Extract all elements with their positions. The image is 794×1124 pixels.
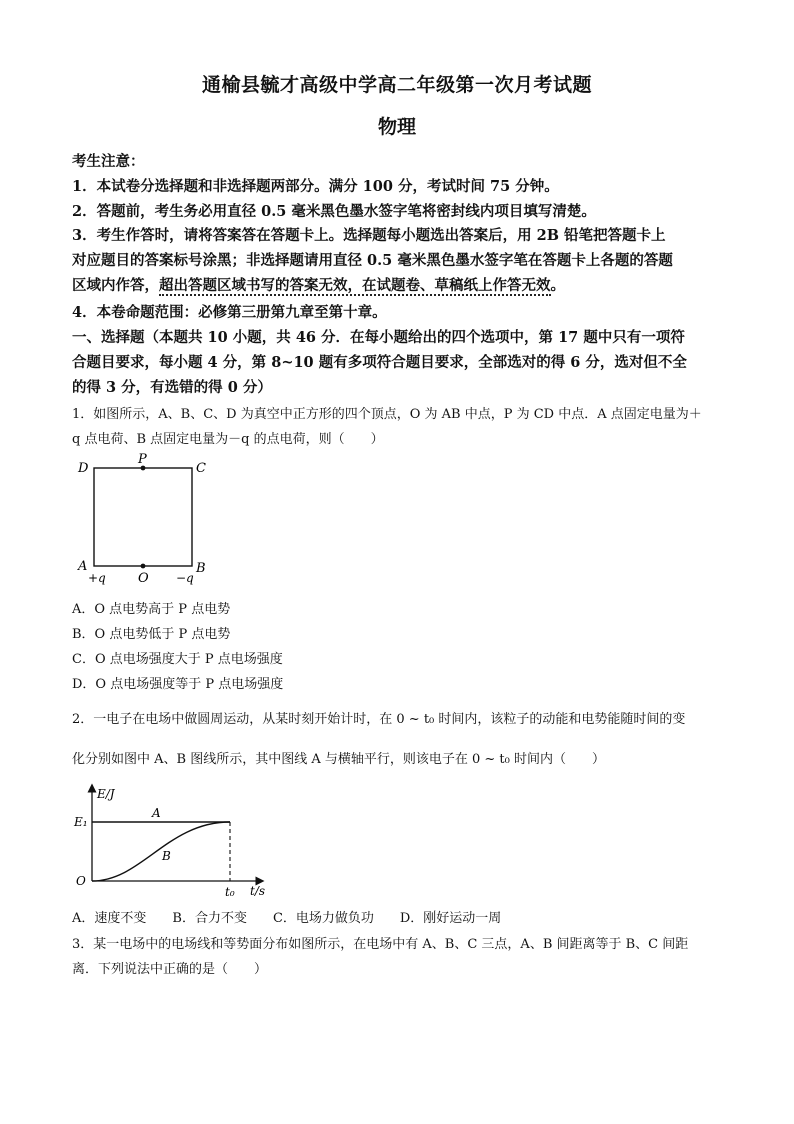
q1-option-b: B．O 点电势低于 P 点电势 xyxy=(72,627,231,642)
q1-option-d: D．O 点电场强度等于 P 点电场强度 xyxy=(72,677,284,692)
label-d: D xyxy=(78,461,89,476)
notice-item-2: 2．答题前，考生务必用直径 0.5 毫米黑色墨水签字笔将密封线内项目填写清楚。 xyxy=(72,203,596,220)
subject-title: 物理 xyxy=(377,116,416,138)
label-a: A xyxy=(78,559,88,574)
q2-energy-graph xyxy=(72,782,272,900)
exam-title: 通榆县毓才高级中学高二年级第一次月考试题 xyxy=(201,74,592,96)
label-o: O xyxy=(138,571,149,586)
question-1-line-1: 1．如图所示，A、B、C、D 为真空中正方形的四个顶点，O 为 AB 中点，P 为 CD 中点．A 点固定电量为＋ xyxy=(72,407,702,422)
e1-label: E₁ xyxy=(74,815,88,829)
section-1-line-2: 合题目要求，每小题 4 分，第 8~10 题有多项符合题目要求，全部选对的得 6 分，选对但不全 xyxy=(72,354,687,371)
notice-item-4: 4．本卷命题范围：必修第三册第九章至第十章。 xyxy=(72,304,387,321)
q1-option-a: A．O 点电势高于 P 点电势 xyxy=(72,602,231,617)
x-axis-label: t/s xyxy=(250,884,266,898)
notice-heading: 考生注意： xyxy=(72,153,145,170)
question-3-line-1: 3．某一电场中的电场线和等势面分布如图所示，在电场中有 A、B、C 三点，A、B 间距离等于 B、C 间距 xyxy=(72,937,689,952)
y-axis-label: E/J xyxy=(97,787,115,801)
question-3-line-2: 离．下列说法中正确的是（ ） xyxy=(72,962,268,977)
curve-a-label: A xyxy=(152,806,161,820)
notice-item-3-prefix: 区域内作答， xyxy=(72,277,159,294)
label-plus-q: +q xyxy=(88,571,106,585)
section-1-line-1: 一、选择题（本题共 10 小题，共 46 分．在每小题给出的四个选项中，第 17 题中只有一项符 xyxy=(72,329,685,346)
point-o-dot xyxy=(141,564,146,569)
notice-item-3-emphasis: 超出答题区域书写的答案无效，在试题卷、草稿纸上作答无效 xyxy=(159,277,551,294)
question-1-line-2: q 点电荷、B 点固定电量为－q 的点电荷，则（ ） xyxy=(72,432,384,447)
label-b: B xyxy=(196,561,206,576)
q1-square-figure xyxy=(72,452,222,590)
question-2-line-1: 2．一电子在电场中做圆周运动，从某时刻开始计时，在 0 ~ t₀ 时间内，该粒子的动能和电势能随时间的变 xyxy=(72,712,686,727)
notice-item-3-line-3 xyxy=(72,274,732,295)
q1-option-c: C．O 点电场强度大于 P 点电场强度 xyxy=(72,652,283,667)
label-minus-q: −q xyxy=(176,571,194,585)
curve-b-line xyxy=(92,822,230,881)
notice-item-3-line-1: 3．考生作答时，请将答案答在答题卡上。选择题每小题选出答案后，用 2B 铅笔把答题卡上 xyxy=(72,227,666,244)
square-outline xyxy=(94,468,192,566)
section-1-line-3: 的得 3 分，有选错的得 0 分） xyxy=(72,379,272,396)
curve-b-label: B xyxy=(162,849,171,863)
t0-label: t₀ xyxy=(225,885,235,899)
origin-label: O xyxy=(76,874,86,888)
notice-item-1: 1．本试卷分选择题和非选择题两部分。满分 100 分，考试时间 75 分钟。 xyxy=(72,178,559,195)
q2-options: A．速度不变 B．合力不变 C．电场力做负功 D．刚好运动一周 xyxy=(72,911,502,926)
label-p: P xyxy=(138,452,147,467)
question-2-line-2: 化分别如图中 A、B 图线所示，其中图线 A 与横轴平行，则该电子在 0 ~ t₀ 时间内（ ） xyxy=(72,752,605,767)
notice-item-3-suffix: 。 xyxy=(550,277,565,294)
label-c: C xyxy=(196,461,206,476)
notice-item-3-line-2: 对应题目的答案标号涂黑；非选择题请用直径 0.5 毫米黑色墨水签字笔在答题卡上各题的答题 xyxy=(72,252,673,269)
